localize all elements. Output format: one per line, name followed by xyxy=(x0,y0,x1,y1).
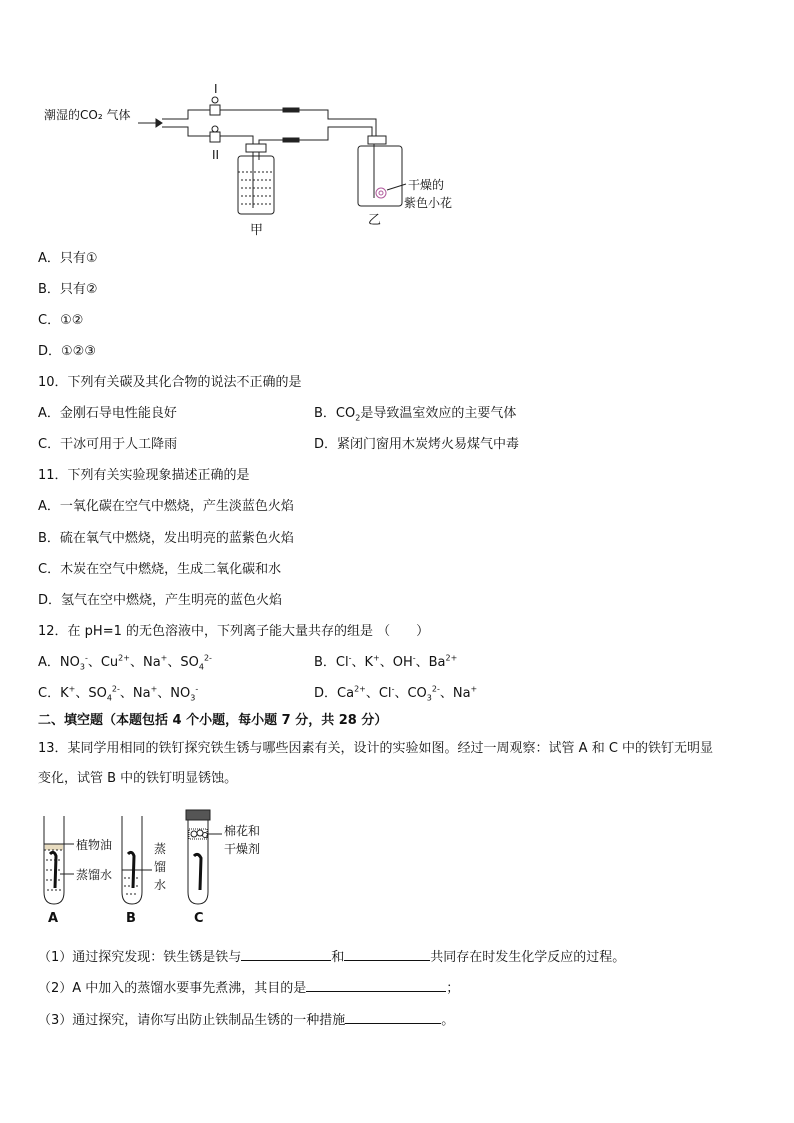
option-letter: A． xyxy=(38,251,60,266)
gas-apparatus-figure xyxy=(38,80,478,238)
test-tube-figure xyxy=(38,808,298,930)
nail-c xyxy=(194,854,201,890)
section-title: 二、填空题（本题包括 4 个小题，每小题 7 分，共 28 分） xyxy=(38,713,388,728)
q13-sub2 xyxy=(38,978,459,998)
q11-option-b[interactable]: B．硫在氧气中燃烧，发出明亮的蓝紫色火焰 xyxy=(38,531,294,546)
valve-i-label: I xyxy=(214,82,218,96)
option-letter: D． xyxy=(38,344,62,359)
subscript: 2 xyxy=(355,413,361,423)
option-text: ①②③ xyxy=(61,344,96,359)
lower-pipe-left xyxy=(162,127,253,150)
sub1-mid: 和 xyxy=(331,950,345,965)
tube-b-label: B xyxy=(126,911,136,926)
q9-option-c[interactable] xyxy=(38,312,83,330)
sub2-post: ； xyxy=(446,981,460,996)
q10-option-a[interactable]: A．金刚石导电性能良好 xyxy=(38,406,177,421)
answer-blank-4[interactable] xyxy=(345,1010,441,1024)
tube-c-label-1: 棉花和 xyxy=(224,824,261,838)
sub2-text: （2）A 中加入的蒸馏水要事先煮沸，其目的是 xyxy=(38,981,307,996)
flower-icon xyxy=(376,188,386,198)
q13-sub3 xyxy=(38,1010,454,1030)
q10-option-d[interactable]: D．紧闭门窗用木炭烤火易煤气中毒 xyxy=(314,437,520,452)
q9-option-a[interactable] xyxy=(38,250,98,268)
q9-option-b[interactable] xyxy=(38,281,98,299)
sub3-text: （3）通过探究，请你写出防止铁制品生锈的一种措施 xyxy=(38,1013,346,1028)
q13-sub1 xyxy=(38,947,625,967)
apparatus-drawing xyxy=(38,80,478,230)
option-b-text-rest: 是导致温室效应的主要气体 xyxy=(360,406,517,421)
option-letter: B． xyxy=(38,282,60,297)
sub3-post: 。 xyxy=(441,1013,455,1028)
q9-option-d[interactable] xyxy=(38,343,96,361)
q12-stem: 12．在 pH=1 的无色溶液中，下列离子能大量共存的组是 （ ） xyxy=(38,624,430,639)
option-text: 只有① xyxy=(59,251,98,266)
tube-b xyxy=(122,816,142,904)
sub1-text: （1）通过探究发现：铁生锈是铁与 xyxy=(38,950,242,965)
upper-pipe xyxy=(162,110,368,119)
arrow-head-icon xyxy=(156,119,162,127)
tube-c-label-2: 干燥剂 xyxy=(224,842,261,856)
sub1-post: 共同存在时发生化学反应的过程。 xyxy=(430,950,626,965)
q10-option-c[interactable]: C．干冰可用于人工降雨 xyxy=(38,437,178,452)
q12-option-b[interactable]: B．Cl-、K+、OH-、$Ba^{2+}$ xyxy=(314,653,458,670)
inlet-label: 潮湿的CO₂ 气体 xyxy=(44,108,131,122)
q11-option-c[interactable]: C．木炭在空气中燃烧，生成二氧化碳和水 xyxy=(38,562,282,577)
bottle-jia-label: 甲 xyxy=(250,223,264,238)
q12-option-a[interactable]: A．$NO_3^-$、$Cu^{2+}$、Na+、$SO_4^{2-}$ xyxy=(38,653,212,672)
stopper-c xyxy=(186,810,210,820)
q11-option-a[interactable]: A．一氧化碳在空气中燃烧，产生淡蓝色火焰 xyxy=(38,499,294,514)
bottle-jia xyxy=(238,156,274,214)
option-text: ①② xyxy=(60,313,84,328)
answer-blank-3[interactable] xyxy=(306,978,446,992)
q11-option-d[interactable]: D．氢气在空中燃烧，产生明亮的蓝色火焰 xyxy=(38,593,283,608)
q11-stem: 11．下列有关实验现象描述正确的是 xyxy=(38,468,250,483)
bottle-yi xyxy=(358,146,402,206)
yi-stopper xyxy=(368,136,386,144)
water-label-a: 蒸馏水 xyxy=(76,868,113,882)
tube-b-label-2: 馏 xyxy=(154,860,167,874)
q12-option-c[interactable]: C．K+、$SO_4^{2-}$、Na+、$NO_3^-$ xyxy=(38,684,199,703)
q10-option-b[interactable] xyxy=(314,405,516,423)
option-text: 只有② xyxy=(59,282,98,297)
bottle-yi-label: 乙 xyxy=(368,213,382,228)
tube-c-label: C xyxy=(194,911,204,926)
option-b-text: B．CO xyxy=(314,406,356,421)
flower-label-line2: 紫色小花 xyxy=(404,196,453,210)
tube-a-label: A xyxy=(48,911,59,926)
option-letter: C． xyxy=(38,313,61,328)
q12-option-d[interactable]: D．$Ca^{2+}$、Cl-、$CO_3^{2-}$、Na+ xyxy=(314,684,478,703)
q13-stem-line2: 变化，试管 B 中的铁钉明显锈蚀。 xyxy=(38,771,238,786)
tube-b-label-3: 水 xyxy=(154,878,167,892)
jia-stopper xyxy=(246,144,266,152)
oil-label: 植物油 xyxy=(76,838,113,852)
q10-stem: 10．下列有关碳及其化合物的说法不正确的是 xyxy=(38,375,302,390)
q13-stem-line1: 13．某同学用相同的铁钉探究铁生锈与哪些因素有关，设计的实验如图。经过一周观察：试管 A 和 C 中的铁钉无明显 xyxy=(38,741,714,756)
flower-label-line1: 干燥的 xyxy=(408,178,445,192)
answer-blank-1[interactable] xyxy=(241,947,331,961)
answer-blank-2[interactable] xyxy=(344,947,430,961)
lower-pipe-right xyxy=(259,127,368,150)
tube-b-label-1: 蒸 xyxy=(154,842,167,856)
valve-ii-label: II xyxy=(212,148,220,162)
